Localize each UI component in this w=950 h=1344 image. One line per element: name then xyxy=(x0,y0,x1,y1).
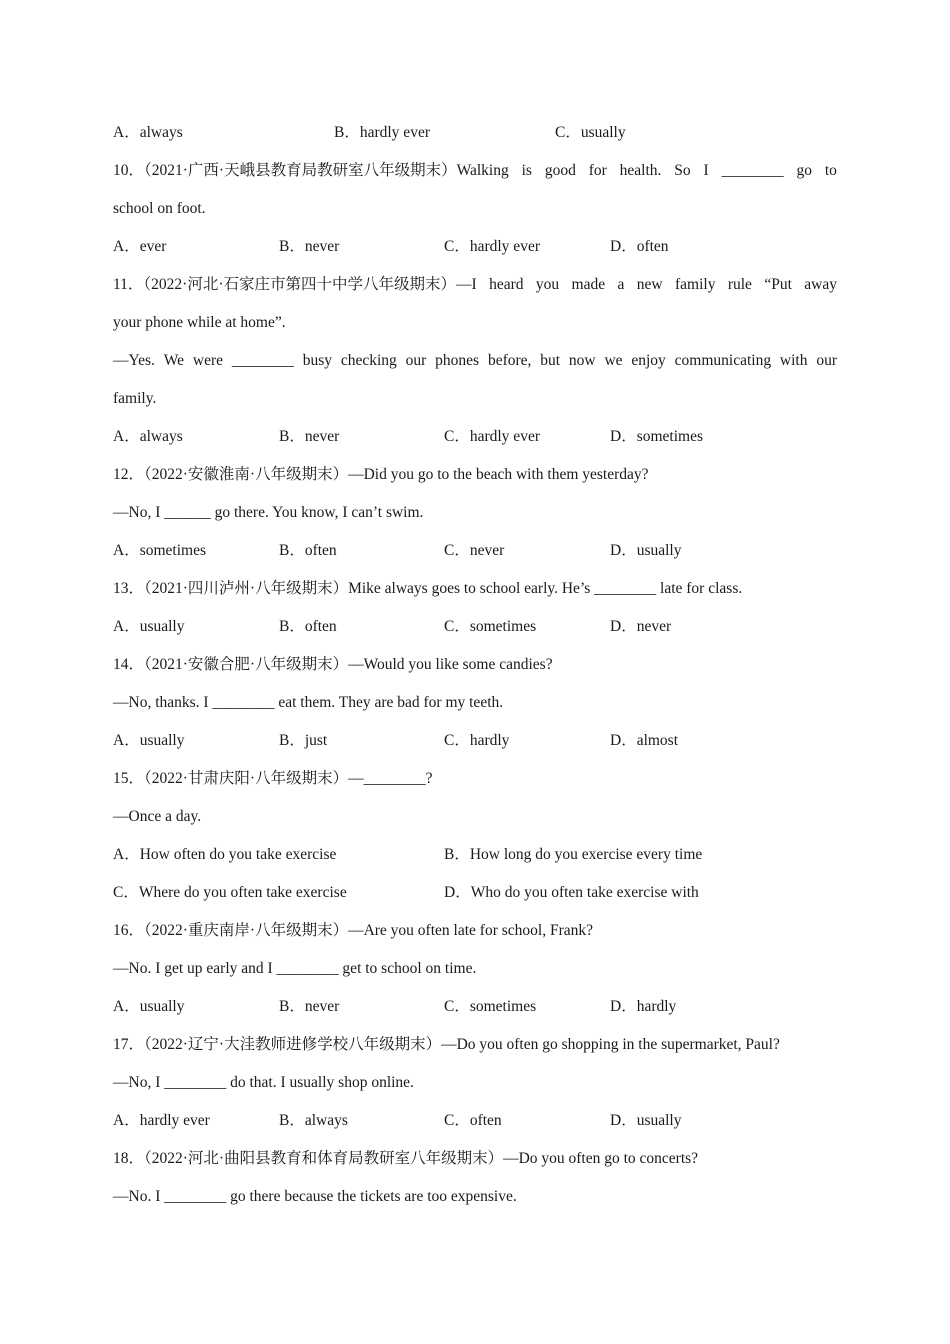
text-line: —No. I get up early and I ________ get to school on time. xyxy=(113,960,477,977)
word: ________ xyxy=(721,162,784,179)
text-line: 16．（2022·重庆南岸·八年级期末）—Are you often late for school, Frank? xyxy=(113,922,593,939)
word: made xyxy=(571,276,606,293)
option-a: A．usually xyxy=(113,732,185,749)
word: away xyxy=(804,276,837,293)
word: family xyxy=(674,276,716,293)
option-c: C．usually xyxy=(555,124,626,141)
word: you xyxy=(535,276,560,293)
option-d: D．almost xyxy=(610,732,679,749)
option-row xyxy=(113,874,837,912)
option-a: A．always xyxy=(113,428,183,445)
option-d: D．usually xyxy=(610,542,682,559)
word: heard xyxy=(489,276,524,293)
text-line: —No. I ________ go there because the tickets are too expensive. xyxy=(113,1188,517,1205)
word: health. xyxy=(619,162,662,179)
text-line: 13．（2021·四川泸州·八年级期末）Mike always goes to school early. He’s ________ late for class. xyxy=(113,580,743,597)
option-d: D．never xyxy=(610,618,672,635)
option-b: B．often xyxy=(279,618,337,635)
word: So xyxy=(674,162,691,179)
text-line: family. xyxy=(113,390,157,407)
word: our xyxy=(405,352,427,369)
option-c: C．sometimes xyxy=(444,998,537,1015)
word: now xyxy=(568,352,596,369)
word: to xyxy=(824,162,837,179)
option-c: C．hardly xyxy=(444,732,510,749)
word: —Yes. xyxy=(113,352,155,369)
text-line-justified xyxy=(113,266,837,304)
word: a xyxy=(617,276,625,293)
option-row xyxy=(113,608,837,646)
option-c: C．hardly ever xyxy=(444,238,540,255)
option-b: B．How long do you exercise every time xyxy=(444,846,703,863)
option-a: A．sometimes xyxy=(113,542,206,559)
word: before, xyxy=(487,352,532,369)
option-c: C．never xyxy=(444,542,505,559)
text-line: your phone while at home”. xyxy=(113,314,286,331)
text-line: 17．（2022·辽宁·大洼教师进修学校八年级期末）—Do you often go shopping in the supermarket, Paul? xyxy=(113,1036,780,1053)
option-a: C．Where do you often take exercise xyxy=(113,884,347,901)
word: communicating xyxy=(674,352,772,369)
option-b: B．just xyxy=(279,732,328,749)
option-row xyxy=(113,722,837,760)
word: busy xyxy=(302,352,333,369)
option-row xyxy=(113,532,837,570)
text-line-justified xyxy=(113,342,837,380)
text-line: —No, thanks. I ________ eat them. They are bad for my teeth. xyxy=(113,694,504,711)
word: with xyxy=(779,352,808,369)
option-d: D．hardly xyxy=(610,998,677,1015)
option-b: B．hardly ever xyxy=(334,124,430,141)
option-b: B．never xyxy=(279,998,340,1015)
word: We xyxy=(163,352,185,369)
word: phones xyxy=(435,352,480,369)
word: ________ xyxy=(231,352,294,369)
text-line: school on foot. xyxy=(113,200,206,217)
word: checking xyxy=(340,352,397,369)
text-line: —No, I ______ go there. You know, I can’t swim. xyxy=(113,504,424,521)
word: 11．（2022·河北·石家庄市第四十中学八年级期末）—I xyxy=(113,276,477,293)
word: good xyxy=(544,162,576,179)
option-row xyxy=(113,988,837,1026)
option-d: D．sometimes xyxy=(610,428,703,445)
text-line-justified xyxy=(113,152,837,190)
option-row xyxy=(113,836,837,874)
option-row xyxy=(113,418,837,456)
word: we xyxy=(604,352,623,369)
option-b: D．Who do you often take exercise with xyxy=(444,884,699,901)
option-b: B．always xyxy=(279,1112,348,1129)
word: for xyxy=(588,162,607,179)
word: go xyxy=(796,162,812,179)
word: our xyxy=(816,352,837,369)
option-a: A．How often do you take exercise xyxy=(113,846,337,863)
option-a: A．always xyxy=(113,124,183,141)
option-a: A．usually xyxy=(113,998,185,1015)
option-a: A．usually xyxy=(113,618,185,635)
word: rule xyxy=(727,276,752,293)
word: “Put xyxy=(764,276,792,293)
word: but xyxy=(540,352,561,369)
word: new xyxy=(636,276,663,293)
option-d: D．usually xyxy=(610,1112,682,1129)
option-c: C．hardly ever xyxy=(444,428,540,445)
option-a: A．ever xyxy=(113,238,167,255)
option-c: C．often xyxy=(444,1112,502,1129)
option-row xyxy=(113,1102,837,1140)
text-line: 12．（2022·安徽淮南·八年级期末）—Did you go to the beach with them yesterday? xyxy=(113,466,649,483)
text-line: 18．（2022·河北·曲阳县教育和体育局教研室八年级期末）—Do you often go to concerts? xyxy=(113,1150,699,1167)
option-d: D．often xyxy=(610,238,669,255)
option-c: C．sometimes xyxy=(444,618,537,635)
option-a: A．hardly ever xyxy=(113,1112,210,1129)
word: is xyxy=(521,162,532,179)
word: 10．（2021·广西·天峨县教育局教研室八年级期末）Walking xyxy=(113,162,509,179)
question-list xyxy=(113,114,837,1216)
option-b: B．often xyxy=(279,542,337,559)
word: were xyxy=(192,352,224,369)
option-row xyxy=(113,114,837,152)
option-b: B．never xyxy=(279,238,340,255)
option-row xyxy=(113,228,837,266)
text-line: —Once a day. xyxy=(113,808,202,825)
option-b: B．never xyxy=(279,428,340,445)
text-line: —No, I ________ do that. I usually shop online. xyxy=(113,1074,414,1091)
text-line: 15．（2022·甘肃庆阳·八年级期末）—________? xyxy=(113,770,433,787)
text-line: 14．（2021·安徽合肥·八年级期末）—Would you like some candies? xyxy=(113,656,553,673)
word: I xyxy=(703,162,709,179)
word: enjoy xyxy=(631,352,666,369)
